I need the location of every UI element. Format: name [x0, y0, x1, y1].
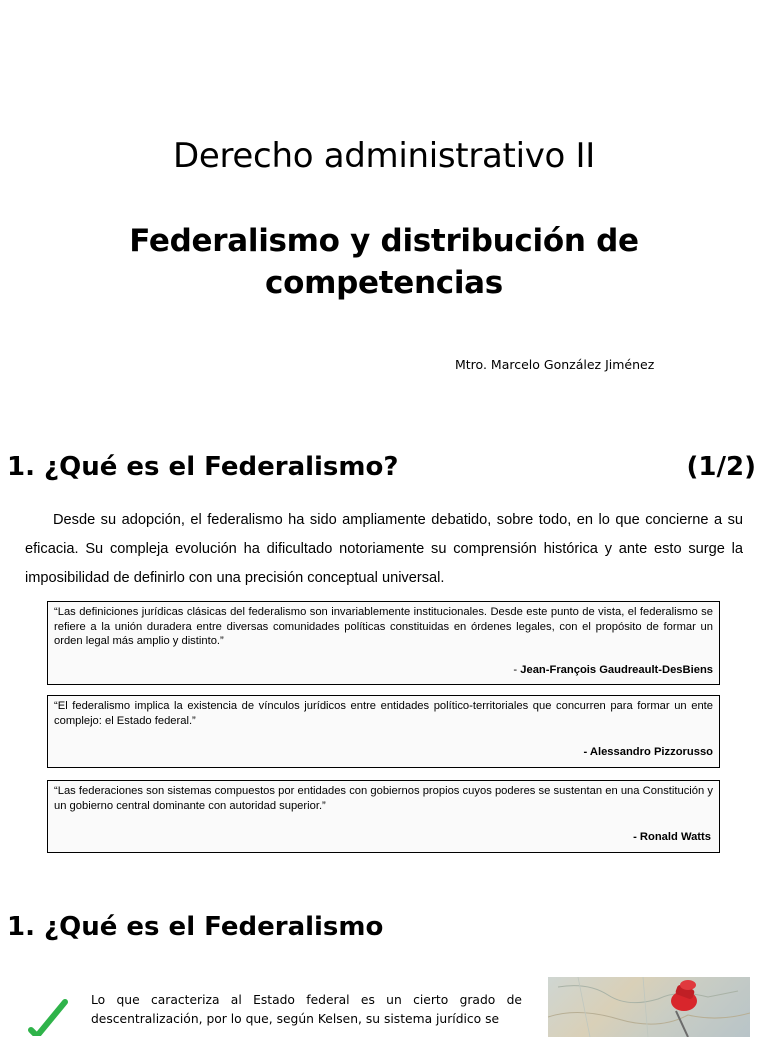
- course-title: Derecho administrativo II: [173, 136, 595, 176]
- section-title: 1. ¿Qué es el Federalismo?: [7, 452, 399, 482]
- map-pin-icon: [548, 977, 750, 1037]
- quote-author: - Alessandro Pizzorusso: [583, 746, 713, 759]
- quote-dash: -: [513, 663, 521, 676]
- quote-text: “Las definiciones jurídicas clásicas del federalismo son invariablemente institucionales. Desde este punto de vista, el federalismo se refiere a la unión duradera entre diversas comunidades políticas constituidas en órdenes legales, con el propósito de formar un orden legal más amplio y distinto.”: [54, 606, 713, 648]
- check-icon: [25, 996, 69, 1036]
- lecture-title: [0, 220, 768, 304]
- intro-paragraph: Desde su adopción, el federalismo ha sido ampliamente debatido, sobre todo, en lo que concierne a su eficacia. Su compleja evolución ha dificultado notoriamente su comprensión histórica y ante esto surge la imposibilidad de definirlo con una precisión conceptual universal.: [25, 512, 743, 586]
- lecture-title-line-2: competencias: [265, 265, 503, 301]
- body-paragraph: Lo que caracteriza al Estado federal es un cierto grado de descentralización, por lo que, según Kelsen, su sistema jurídico se: [91, 993, 522, 1026]
- author-name: Mtro. Marcelo González Jiménez: [455, 357, 655, 372]
- quote-box: [47, 695, 720, 768]
- quote-box: [47, 601, 720, 685]
- lecture-title-line-1: Federalismo y distribución de: [129, 223, 639, 259]
- quote-text: “El federalismo implica la existencia de vínculos jurídicos entre entidades político-territoriales que concurren para formar un ente complejo: el Estado federal.”: [54, 700, 713, 727]
- quote-author: - Ronald Watts: [633, 831, 711, 844]
- quote-author-name: Jean-François Gaudreault-DesBiens: [520, 663, 713, 676]
- page-indicator: (1/2): [686, 452, 756, 482]
- quote-author: [54, 663, 713, 678]
- section-title: 1. ¿Qué es el Federalismo: [7, 912, 384, 942]
- quote-box: [47, 780, 720, 853]
- quote-text: “Las federaciones son sistemas compuestos por entidades con gobiernos propios cuyos poderes se sustentan en una Constitución y un gobierno central dominante con autoridad superior.”: [54, 785, 713, 812]
- map-pin-image: [548, 977, 750, 1037]
